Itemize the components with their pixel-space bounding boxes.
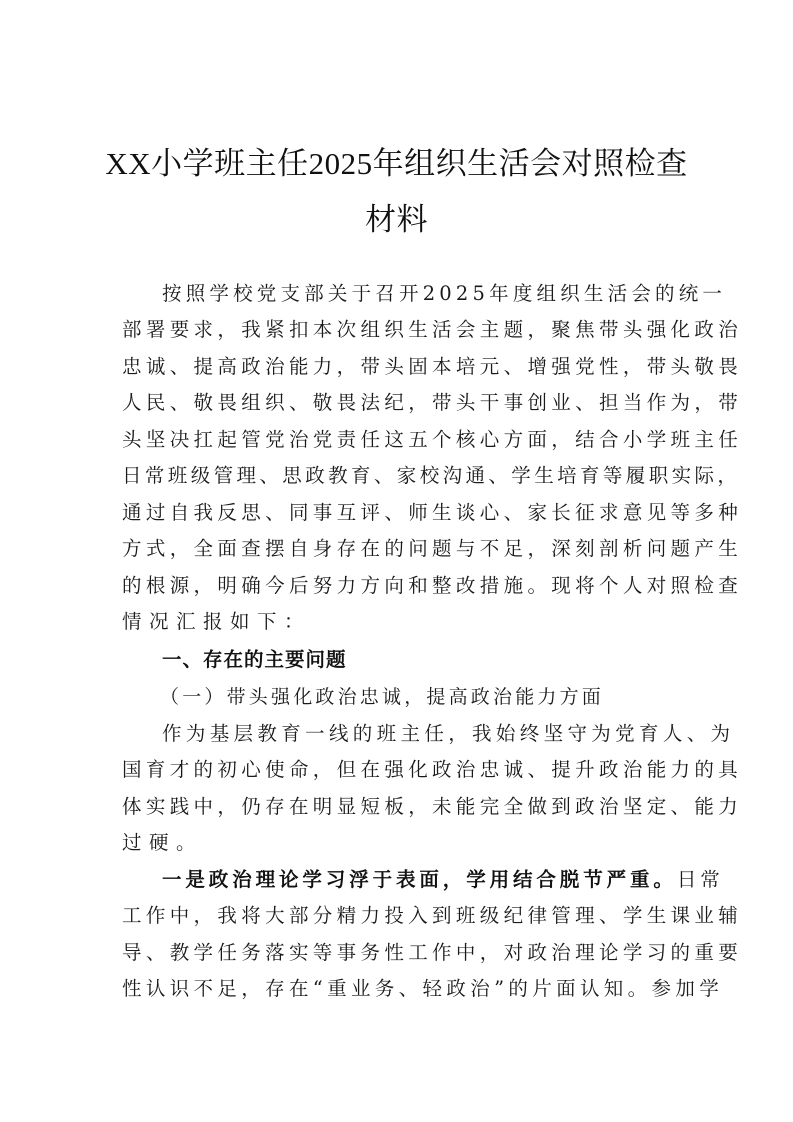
subsection-paragraph-line: 国育才的初心使命，但在强化政治忠诚、提升政治能力的具 — [122, 758, 743, 781]
point-one-paragraph-line: 导、教学任务落实等事务性工作中，对政治理论学习的重要 — [122, 941, 743, 964]
document-title-line-2: 材料 — [365, 202, 428, 237]
intro-paragraph-line: 的根源，明确今后努力方向和整改措施。现将个人对照检查 — [122, 574, 743, 597]
subsection-paragraph-line: 体实践中，仍存在明显短板，未能完全做到政治坚定、能力 — [122, 795, 743, 818]
point-one-paragraph-line: 性认识不足，存在“重业务、轻政治”的片面认知。参加学 — [122, 977, 724, 1000]
intro-paragraph-line: 忠诚、提高政治能力，带头固本培元、增强党性，带头敬畏 — [122, 355, 743, 378]
subsection-paragraph-line: 过硬。 — [122, 831, 204, 854]
intro-paragraph-line: 通过自我反思、同事互评、师生谈心、家长征求意见等多种 — [122, 501, 743, 524]
intro-paragraph-line: 部署要求，我紧扣本次组织生活会主题，聚焦带头强化政治 — [122, 318, 743, 341]
document-title-line-1: XX小学班主任2025年组织生活会对照检查 — [105, 146, 688, 181]
section-heading-problems: 一、存在的主要问题 — [162, 648, 347, 671]
point-one-first-line — [162, 868, 724, 892]
intro-paragraph-line: 人民、敬畏组织、敬畏法纪，带头干事创业、担当作为，带 — [122, 391, 743, 414]
intro-paragraph-line: 头坚决扛起管党治党责任这五个核心方面，结合小学班主任 — [122, 428, 743, 451]
point-one-first-line-rest: 日常 — [676, 868, 724, 891]
intro-paragraph-line: 方式，全面查摆自身存在的问题与不足，深刻剖析问题产生 — [122, 537, 743, 560]
subsection-paragraph-line: 作为基层教育一线的班主任，我始终坚守为党育人、为 — [162, 722, 735, 745]
intro-paragraph-line: 按照学校党支部关于召开2025年度组织生活会的统一 — [162, 282, 727, 305]
point-one-paragraph-line: 工作中，我将大部分精力投入到班级纪律管理、学生课业辅 — [122, 904, 743, 927]
subsection-heading-political-loyalty: （一）带头强化政治忠诚，提高政治能力方面 — [160, 686, 605, 708]
intro-paragraph-line: 情况汇报如下： — [122, 610, 312, 633]
intro-paragraph-line: 日常班级管理、思政教育、家校沟通、学生培育等履职实际， — [122, 464, 741, 487]
point-one-bold-lead: 一是政治理论学习浮于表面，学用结合脱节严重。 — [162, 868, 677, 891]
